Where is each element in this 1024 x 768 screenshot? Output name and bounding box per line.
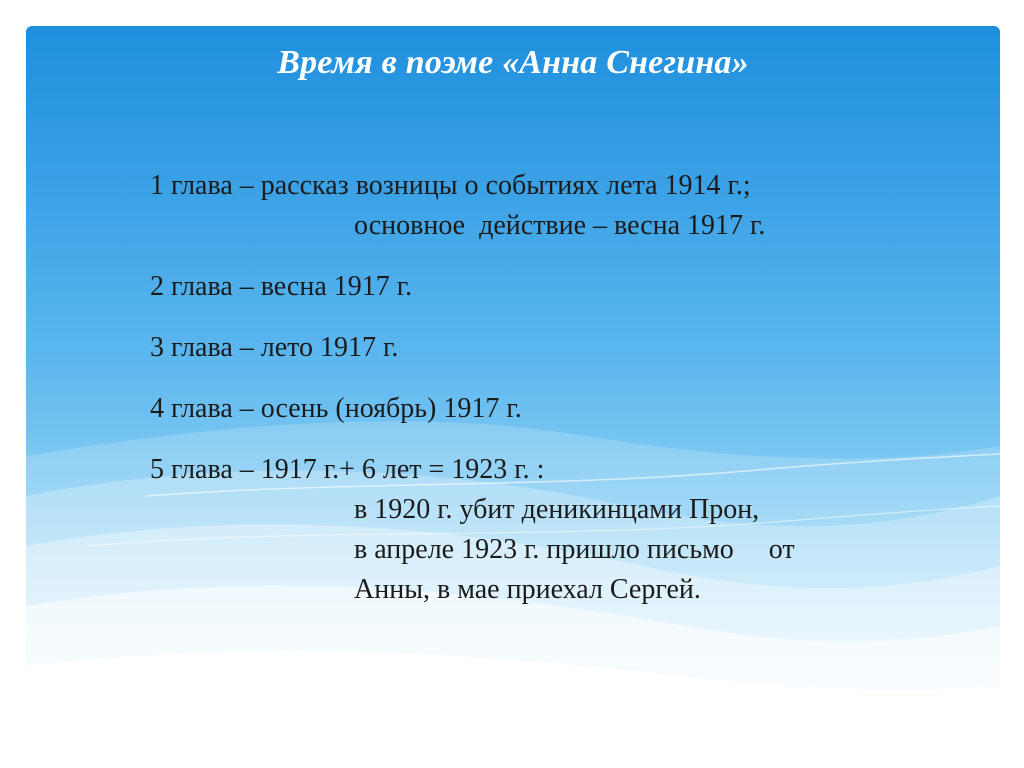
slide-body (150, 166, 950, 610)
chapter-1-line: 1 глава – рассказ возницы о событиях лета 1914 г.; (150, 170, 751, 201)
chapter-3-line: 3 глава – лето 1917 г. (150, 332, 399, 363)
chapter-1-continuation: основное действие – весна 1917 г. (354, 210, 766, 241)
slide-title: Время в поэме «Анна Снегина» (277, 44, 749, 81)
chapter-5-detail-1: в 1920 г. убит деникинцами Прон, (354, 494, 760, 525)
chapter-5-detail-2: в апреле 1923 г. пришло письмо от (354, 534, 795, 565)
chapter-5-line: 5 глава – 1917 г.+ 6 лет = 1923 г. : (150, 454, 545, 485)
chapter-4-line: 4 глава – осень (ноябрь) 1917 г. (150, 393, 522, 424)
chapter-5-detail-3: Анны, в мае приехал Сергей. (354, 574, 701, 605)
chapter-2-line: 2 глава – весна 1917 г. (150, 271, 413, 302)
